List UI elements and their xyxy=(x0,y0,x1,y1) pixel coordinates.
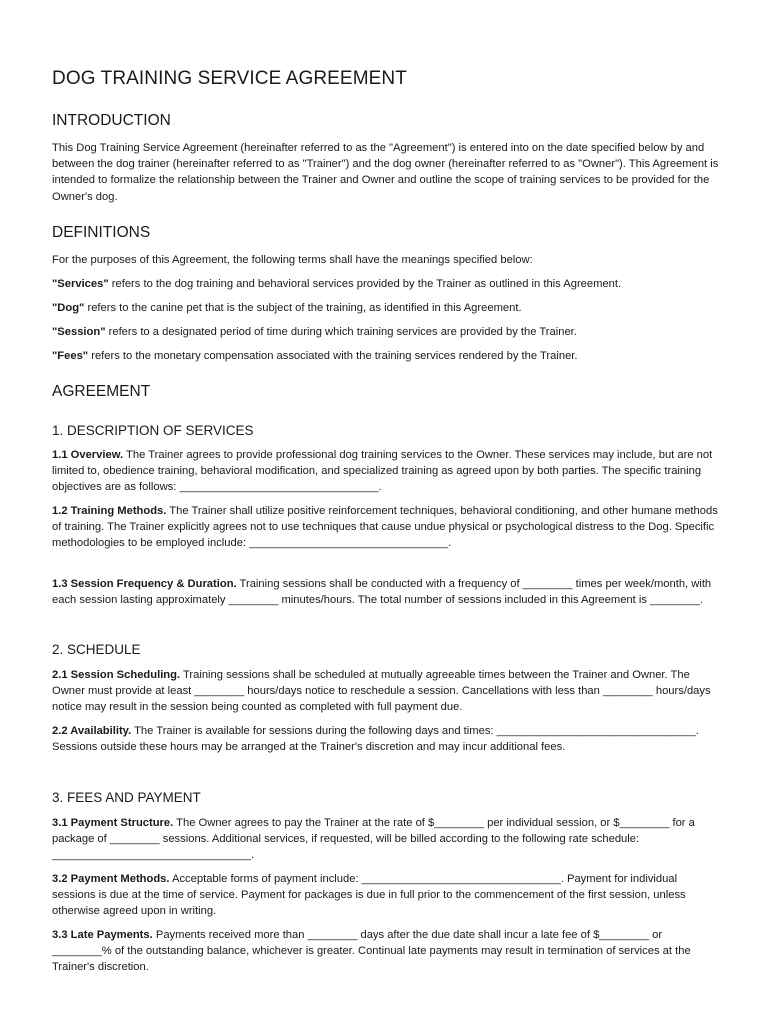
clause-label: 3.1 Payment Structure. xyxy=(52,817,174,829)
definition-text: refers to the canine pet that is the subject of the training, as identified in this Agreement. xyxy=(84,302,522,314)
definition-item xyxy=(52,348,720,364)
definition-term: "Fees" xyxy=(52,350,89,362)
section-2-heading: 2. SCHEDULE xyxy=(52,642,141,657)
definition-text: refers to a designated period of time during which training services are provided by the Trainer. xyxy=(105,326,577,338)
clause-text: Acceptable forms of payment include: ________________________________. Payment for individual sessions is due at the time of service. Payment for packages is due in full prior to the commencement of the first session, unless otherwise agreed upon in writing. xyxy=(52,873,686,918)
definitions-heading: DEFINITIONS xyxy=(52,224,151,241)
clause-1-3 xyxy=(52,576,720,608)
clause-3-1 xyxy=(52,815,720,864)
clause-label: 2.2 Availability. xyxy=(52,725,132,737)
clause-text: Training sessions shall be conducted with a frequency of ________ times per week/month, with each session lasting approximately ________ minutes/hours. The total number of sessions included in this Agreement is ________. xyxy=(52,578,712,607)
agreement-heading: AGREEMENT xyxy=(52,383,151,400)
introduction-heading: INTRODUCTION xyxy=(52,112,171,129)
clause-label: 3.2 Payment Methods. xyxy=(52,873,170,885)
definition-term: "Session" xyxy=(52,326,106,338)
clause-2-1 xyxy=(52,667,720,716)
clause-2-2 xyxy=(52,723,720,755)
section-1-heading: 1. DESCRIPTION OF SERVICES xyxy=(52,423,254,438)
introduction-paragraph xyxy=(52,140,720,205)
definition-item xyxy=(52,300,720,316)
clause-label: 1.1 Overview. xyxy=(52,449,124,461)
clause-text: The Trainer shall utilize positive reinforcement techniques, behavioral conditioning, and other humane methods of training. The Trainer explicitly agrees not to use techniques that cause undue physical or psychological distress to the Dog. Specific methodologies to be employed include: ________________________________. xyxy=(52,505,718,550)
definitions-lead xyxy=(52,252,720,268)
definition-text: refers to the monetary compensation associated with the training services rendered by the Trainer. xyxy=(88,350,578,362)
definition-item xyxy=(52,276,720,292)
clause-label: 2.1 Session Scheduling. xyxy=(52,669,181,681)
definition-term: "Dog" xyxy=(52,302,85,314)
definition-text: refers to the dog training and behavioral services provided by the Trainer as outlined in this Agreement. xyxy=(108,278,622,290)
clause-text: The Trainer agrees to provide professional dog training services to the Owner. These services may include, but are not limited to, obedience training, behavioral modification, and specialized training as agreed upon by both parties. The specific training objectives are as follows: ________________________________. xyxy=(52,449,713,494)
introduction-text: This Dog Training Service Agreement (hereinafter referred to as the "Agreement") is entered into on the date specified below by and between the dog trainer (hereinafter referred to as "Trainer") and the dog owner (hereinafter referred to as "Owner"). This Agreement is intended to formalize the relationship between the Trainer and Owner and outline the scope of training services to be provided for the Owner's dog. xyxy=(52,142,719,203)
definition-term: "Services" xyxy=(52,278,109,290)
clause-1-1 xyxy=(52,447,720,496)
clause-text: The Owner agrees to pay the Trainer at the rate of $________ per individual session, or $________ for a package of ________ sessions. Additional services, if requested, will be billed according to the following rate schedule: ________________________________. xyxy=(52,817,695,862)
clause-text: The Trainer is available for sessions during the following days and times: ________________________________. Sessions outside these hours may be arranged at the Trainer's discretion and may incur additional fees. xyxy=(52,725,699,754)
clause-3-2 xyxy=(52,871,720,920)
clause-label: 1.3 Session Frequency & Duration. xyxy=(52,578,237,590)
section-3-heading: 3. FEES AND PAYMENT xyxy=(52,790,201,805)
definitions-lead-text: For the purposes of this Agreement, the following terms shall have the meanings specified below: xyxy=(52,254,533,266)
clause-1-2 xyxy=(52,503,720,552)
clause-text: Payments received more than ________ days after the due date shall incur a late fee of $________ or ________% of the outstanding balance, whichever is greater. Continual late payments may result in termination of services at the Trainer's discretion. xyxy=(52,929,691,974)
clause-label: 1.2 Training Methods. xyxy=(52,505,167,517)
document-title: DOG TRAINING SERVICE AGREEMENT xyxy=(52,68,407,89)
clause-label: 3.3 Late Payments. xyxy=(52,929,153,941)
definition-item xyxy=(52,324,720,340)
clause-3-3 xyxy=(52,927,720,976)
clause-text: Training sessions shall be scheduled at mutually agreeable times between the Trainer and Owner. The Owner must provide at least ________ hours/days notice to reschedule a session. Cancellations with less than ________ hours/days notice may result in the session being counted as completed with full payment due. xyxy=(52,669,711,714)
